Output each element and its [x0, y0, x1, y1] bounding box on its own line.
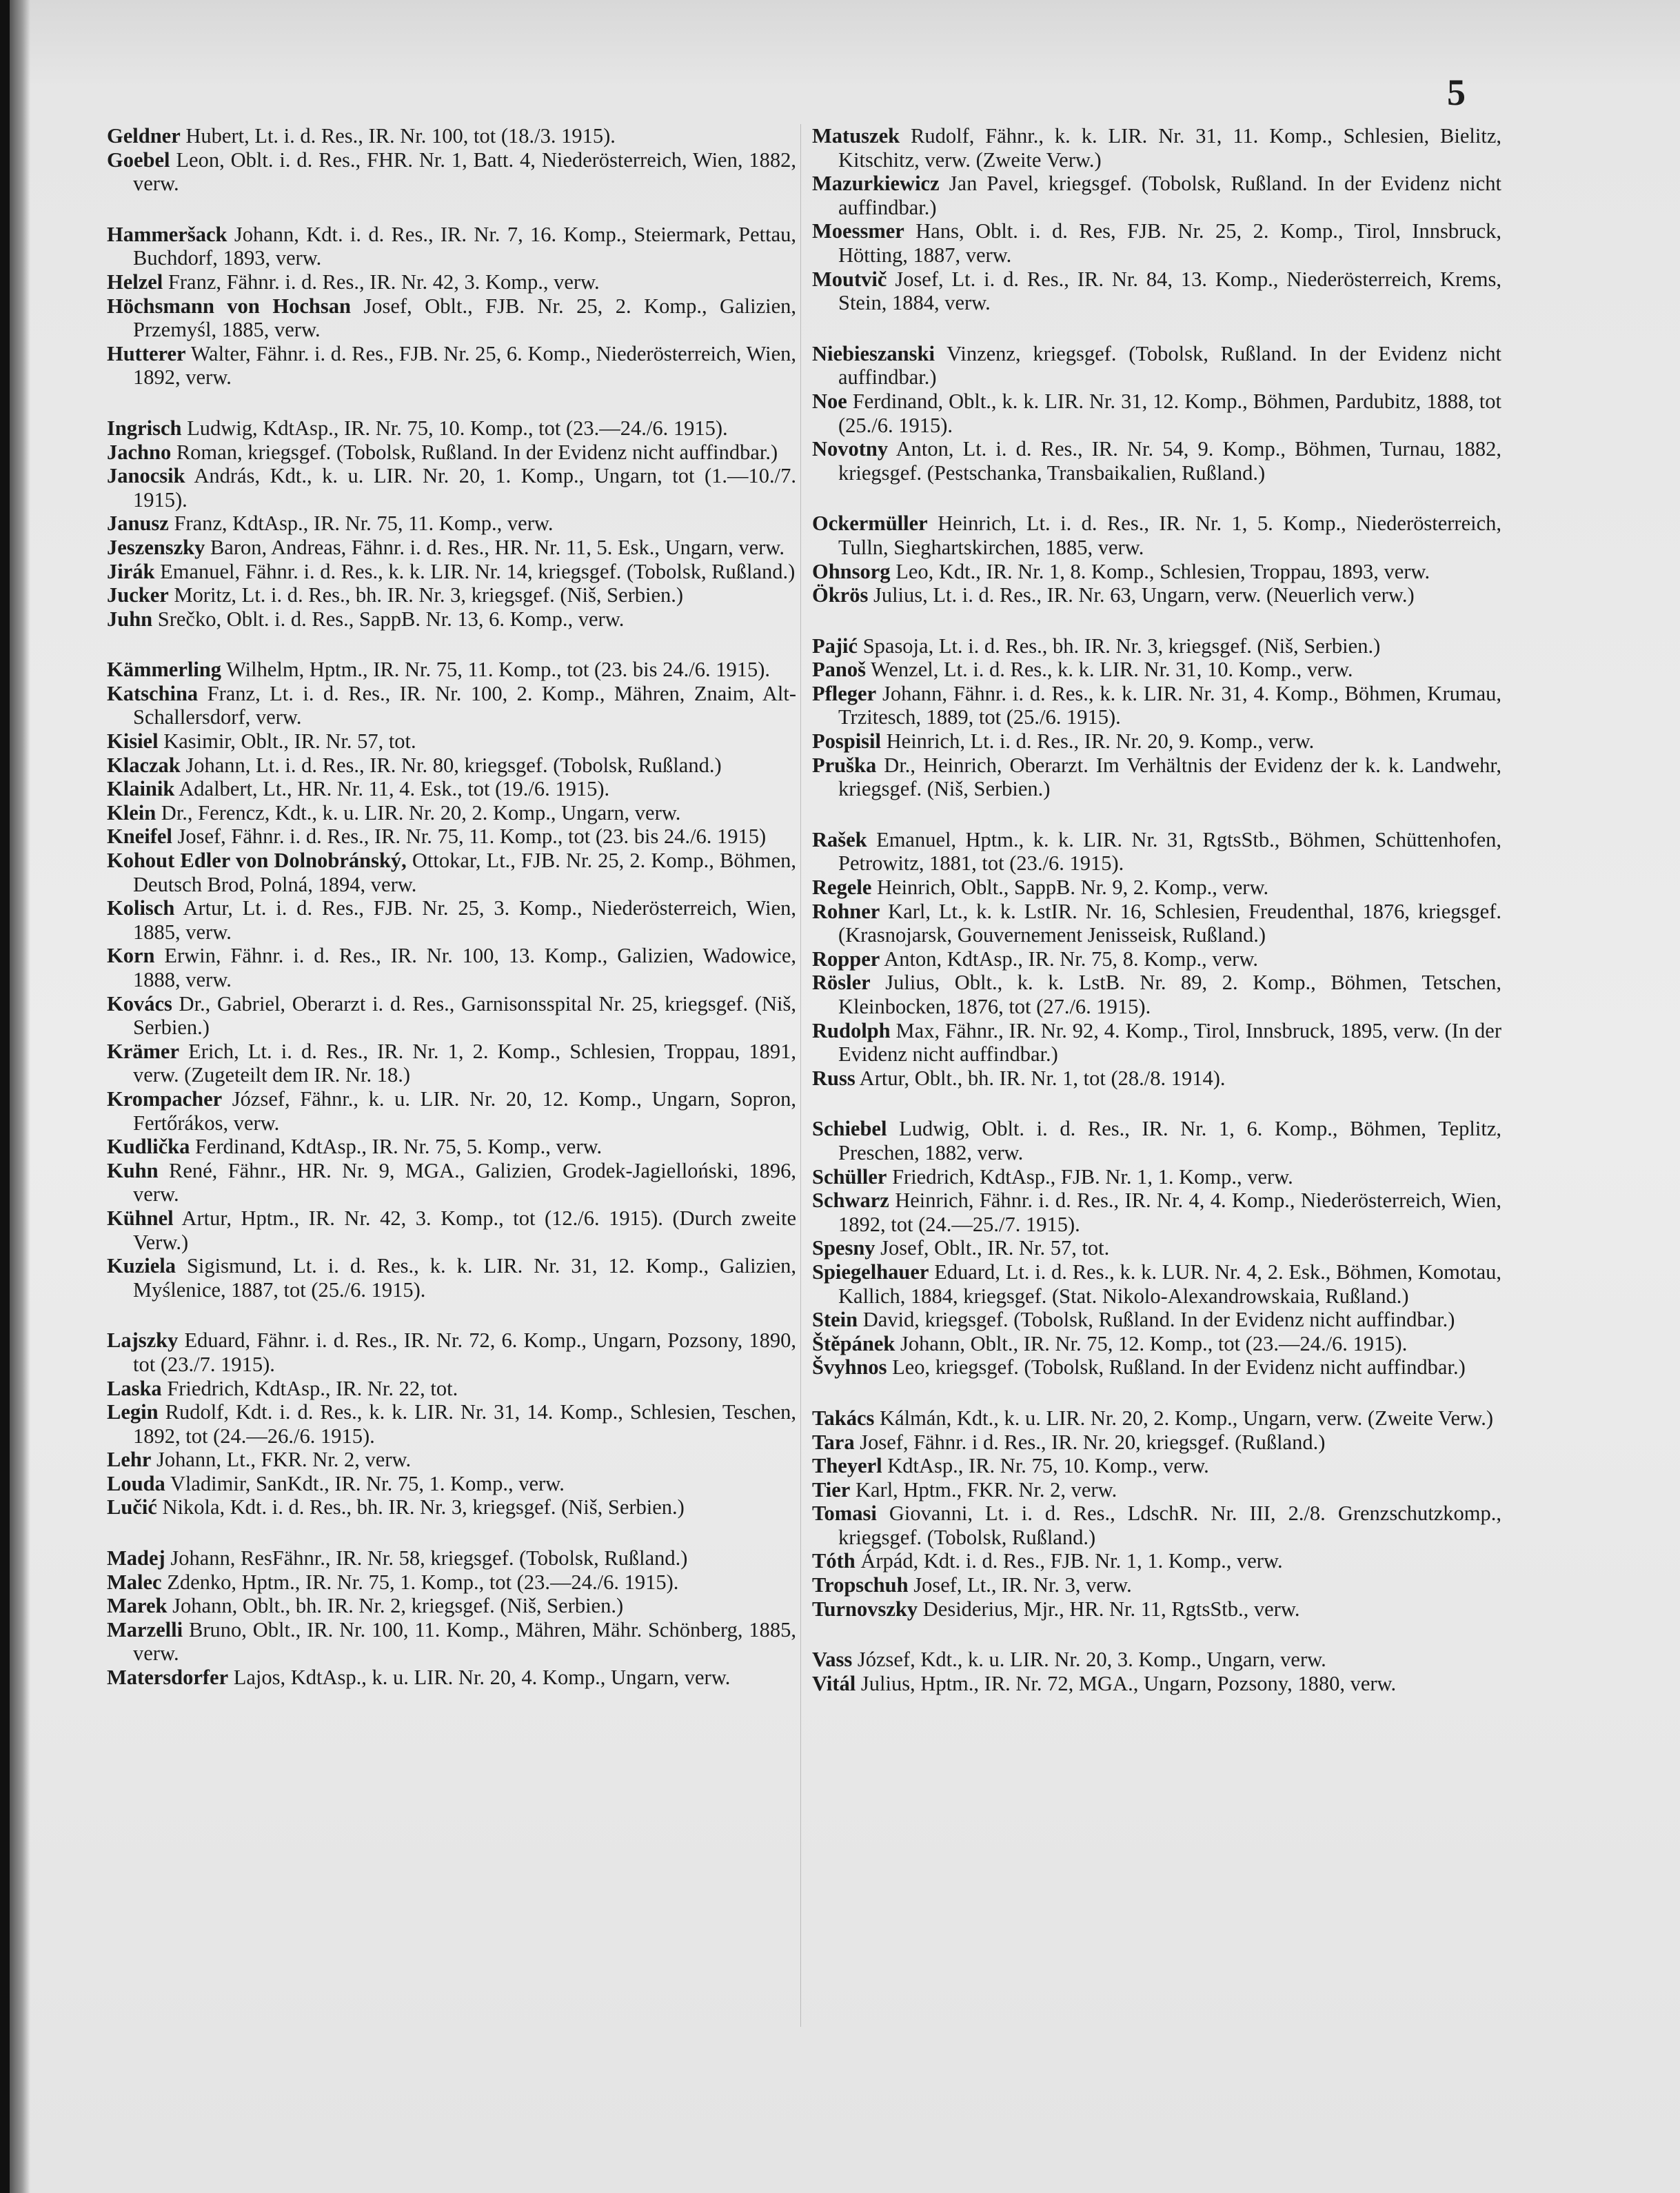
entry-details: Karl, Lt., k. k. LstIR. Nr. 16, Schlesien, Freudenthal, 1876, kriegsgef. (Krasnojarsk, Gouvernement Jenisseisk, Rußland.): [838, 899, 1501, 947]
surname: Schwarz: [812, 1189, 889, 1213]
surname: Goebel: [107, 148, 170, 172]
surname: Tier: [812, 1477, 851, 1502]
casualty-entry: [107, 148, 796, 196]
surname: Laska: [107, 1376, 162, 1400]
surname: Klainik: [107, 777, 175, 801]
surname: Lučić: [107, 1495, 157, 1519]
section-gap: [812, 1621, 1501, 1648]
column-divider: [800, 124, 801, 2027]
casualty-entry: [107, 124, 796, 148]
casualty-entry: [107, 270, 796, 294]
surname: Matersdorfer: [107, 1666, 229, 1690]
entry-details: Nikola, Kdt. i. d. Res., bh. IR. Nr. 3, kriegsgef. (Niš, Serbien.): [156, 1495, 685, 1519]
surname: Kudlička: [107, 1135, 190, 1159]
casualty-entry: [107, 754, 796, 778]
casualty-entry: [107, 536, 796, 560]
casualty-entry: [812, 267, 1501, 315]
casualty-entry: [107, 1546, 796, 1570]
left-column: [107, 124, 796, 1690]
surname: Moutvič: [812, 267, 887, 291]
entry-details: Emanuel, Fähnr. i. d. Res., k. k. LIR. Nr. 14, kriegsgef. (Tobolsk, Rußland.): [154, 559, 796, 583]
casualty-entry: [107, 1666, 796, 1690]
surname: Pajić: [812, 634, 858, 658]
surname: Helzel: [107, 270, 163, 294]
entry-details: Josef, Fähnr. i. d. Res., IR. Nr. 75, 11. Komp., tot (23. bis 24./6. 1915): [172, 825, 767, 849]
section-gap: [107, 1519, 796, 1546]
casualty-entry: [107, 825, 796, 849]
surname: Madej: [107, 1546, 165, 1570]
entry-details: Franz, Lt. i. d. Res., IR. Nr. 100, 2. Komp., Mähren, Znaim, Alt-Schallersdorf, verw.: [133, 681, 796, 729]
right-column: [812, 124, 1501, 1695]
casualty-entry: [107, 1328, 796, 1376]
entry-details: Franz, Fähnr. i. d. Res., IR. Nr. 42, 3. Komp., verw.: [163, 270, 600, 294]
entry-details: Max, Fähnr., IR. Nr. 92, 4. Komp., Tirol, Innsbruck, 1895, verw. (In der Evidenz nicht auffindbar.): [838, 1018, 1501, 1067]
entry-details: Dr., Heinrich, Oberarzt. Im Verhältnis der Evidenz der k. k. Landwehr, kriegsgef. (Niš, Serbien.): [838, 753, 1501, 801]
entry-details: Hans, Oblt. i. d. Res, FJB. Nr. 25, 2. Komp., Tirol, Innsbruck, Hötting, 1887, verw.: [838, 219, 1501, 267]
entry-details: Zdenko, Hptm., IR. Nr. 75, 1. Komp., tot (23.—24./6. 1915).: [161, 1570, 679, 1594]
casualty-entry: [107, 1495, 796, 1519]
entry-details: Julius, Hptm., IR. Nr. 72, MGA., Ungarn, Pozsony, 1880, verw.: [856, 1671, 1397, 1695]
entry-details: Josef, Lt. i. d. Res., IR. Nr. 84, 13. Komp., Niederösterreich, Krems, Stein, 1884, verw.: [838, 267, 1501, 315]
surname: Pfleger: [812, 681, 877, 705]
casualty-entry: [107, 729, 796, 754]
casualty-entry: [812, 1117, 1501, 1164]
surname: Kühnel: [107, 1206, 174, 1230]
casualty-entry: [107, 607, 796, 631]
entry-details: Ottokar, Lt., FJB. Nr. 25, 2. Komp., Böhmen, Deutsch Brod, Polná, 1894, verw.: [133, 849, 796, 896]
surname: Pospisil: [812, 729, 882, 754]
entry-details: Johann, Oblt., IR. Nr. 75, 12. Komp., tot (23.—24./6. 1915).: [895, 1331, 1408, 1355]
casualty-entry: [812, 1189, 1501, 1236]
casualty-entry: [812, 828, 1501, 876]
entry-details: Jan Pavel, kriegsgef. (Tobolsk, Rußland. In der Evidenz nicht auffindbar.): [838, 172, 1501, 219]
entry-details: Wilhelm, Hptm., IR. Nr. 75, 11. Komp., tot (23. bis 24./6. 1915).: [221, 658, 771, 682]
surname: Geldner: [107, 124, 181, 148]
entry-details: Kálmán, Kdt., k. u. LIR. Nr. 20, 2. Komp., Ungarn, verw. (Zweite Verw.): [874, 1406, 1494, 1430]
entry-details: Rudolf, Fähnr., k. k. LIR. Nr. 31, 11. Komp., Schlesien, Bielitz, Kitschitz, verw. (Zweite Verw.): [838, 124, 1501, 172]
section-gap: [812, 607, 1501, 634]
entry-details: Ludwig, KdtAsp., IR. Nr. 75, 10. Komp., tot (23.—24./6. 1915).: [181, 416, 728, 440]
casualty-entry: [812, 1165, 1501, 1189]
surname: Švyhnos: [812, 1355, 887, 1380]
entry-details: Dr., Ferencz, Kdt., k. u. LIR. Nr. 20, 2. Komp., Ungarn, verw.: [156, 800, 681, 825]
entry-details: Erich, Lt. i. d. Res., IR. Nr. 1, 2. Komp., Schlesien, Troppau, 1891, verw. (Zugeteilt dem IR. Nr. 18.): [133, 1039, 796, 1087]
casualty-entry: [107, 294, 796, 342]
casualty-entry: [107, 944, 796, 991]
entry-details: Josef, Oblt., IR. Nr. 57, tot.: [875, 1236, 1110, 1260]
surname: Pruška: [812, 753, 877, 777]
entry-details: Leo, kriegsgef. (Tobolsk, Rußland. In der Evidenz nicht auffindbar.): [887, 1355, 1466, 1380]
casualty-entry: [107, 560, 796, 584]
casualty-entry: [812, 1332, 1501, 1356]
entry-details: Dr., Gabriel, Oberarzt i. d. Res., Garnisonsspital Nr. 25, kriegsgef. (Niš, Serbien.): [133, 991, 796, 1040]
casualty-entry: [812, 1431, 1501, 1455]
entry-details: Giovanni, Lt. i. d. Res., LdschR. Nr. III, 2./8. Grenzschutzkomp., kriegsgef. (Tobolsk, Rußland.): [838, 1502, 1501, 1549]
entry-details: Johann, Lt., FKR. Nr. 2, verw.: [151, 1448, 412, 1472]
surname: Katschina: [107, 681, 199, 705]
casualty-entry: [107, 1159, 796, 1206]
casualty-entry: [107, 896, 796, 944]
page-number: 5: [1447, 72, 1466, 113]
entry-details: Johann, ResFähnr., IR. Nr. 58, kriegsgef. (Tobolsk, Rußland.): [165, 1546, 688, 1570]
surname: Moessmer: [812, 219, 904, 243]
entry-details: Vinzenz, kriegsgef. (Tobolsk, Rußland. In der Evidenz nicht auffindbar.): [838, 341, 1501, 390]
entry-details: Hubert, Lt. i. d. Res., IR. Nr. 100, tot (18./3. 1915).: [180, 124, 616, 148]
casualty-entry: [107, 441, 796, 465]
casualty-entry: [107, 1135, 796, 1159]
casualty-entry: [107, 416, 796, 441]
entry-details: Josef, Fähnr. i d. Res., IR. Nr. 20, kriegsgef. (Rußland.): [854, 1430, 1326, 1454]
casualty-entry: [107, 1377, 796, 1401]
casualty-entry: [107, 464, 796, 512]
casualty-entry: [812, 1236, 1501, 1260]
surname: Kämmerling: [107, 658, 222, 682]
surname: Jucker: [107, 583, 169, 607]
surname: Rösler: [812, 971, 871, 995]
surname: Höchsmann von Hochsan: [107, 294, 351, 318]
casualty-entry: [812, 172, 1501, 219]
surname: Turnovszky: [812, 1597, 918, 1621]
section-gap: [107, 631, 796, 658]
casualty-entry: [812, 754, 1501, 801]
casualty-entry: [107, 682, 796, 729]
casualty-entry: [107, 1472, 796, 1496]
casualty-entry: [107, 1618, 796, 1666]
surname: Krompacher: [107, 1087, 223, 1111]
surname: Tomasi: [812, 1502, 877, 1526]
casualty-entry: [812, 1597, 1501, 1621]
casualty-entry: [812, 583, 1501, 607]
casualty-entry: [812, 1019, 1501, 1067]
entry-details: Josef, Oblt., FJB. Nr. 25, 2. Komp., Galizien, Przemyśl, 1885, verw.: [133, 294, 796, 342]
entry-details: Ferdinand, Oblt., k. k. LIR. Nr. 31, 12. Komp., Böhmen, Pardubitz, 1888, tot (25./6. 1915).: [838, 389, 1501, 437]
casualty-entry: [107, 801, 796, 825]
entry-details: Johann, Oblt., bh. IR. Nr. 2, kriegsgef. (Niš, Serbien.): [167, 1594, 624, 1618]
surname: Russ: [812, 1066, 856, 1090]
entry-details: Ludwig, Oblt. i. d. Res., IR. Nr. 1, 6. Komp., Böhmen, Teplitz, Preschen, 1882, verw.: [838, 1117, 1501, 1164]
casualty-entry: [812, 971, 1501, 1018]
surname: Hammeršack: [107, 222, 227, 246]
entry-details: Friedrich, KdtAsp., FJB. Nr. 1, 1. Komp., verw.: [887, 1164, 1293, 1189]
entry-details: Franz, KdtAsp., IR. Nr. 75, 11. Komp., verw.: [168, 512, 554, 536]
surname: Schüller: [812, 1164, 887, 1189]
entry-details: Karl, Hptm., FKR. Nr. 2, verw.: [850, 1477, 1117, 1502]
entry-details: Heinrich, Fähnr. i. d. Res., IR. Nr. 4, 4. Komp., Niederösterreich, Wien, 1892, tot (24.—25./7. 1915).: [838, 1189, 1501, 1236]
casualty-entry: [107, 1570, 796, 1595]
casualty-entry: [107, 1400, 796, 1448]
casualty-entry: [812, 1067, 1501, 1091]
casualty-entry: [812, 219, 1501, 267]
scan-edge-shadow: [10, 0, 30, 2193]
entry-details: Johann, Fähnr. i. d. Res., k. k. LIR. Nr. 31, 4. Komp., Böhmen, Krumau, Trzitesch, 1889, tot (25./6. 1915).: [838, 681, 1501, 729]
surname: Kuhn: [107, 1158, 159, 1182]
entry-details: Roman, kriegsgef. (Tobolsk, Rußland. In der Evidenz nicht auffindbar.): [171, 440, 778, 464]
entry-details: Josef, Lt., IR. Nr. 3, verw.: [908, 1573, 1132, 1597]
entry-details: Leo, Kdt., IR. Nr. 1, 8. Komp., Schlesien, Troppau, 1893, verw.: [890, 559, 1430, 583]
casualty-entry: [812, 1502, 1501, 1549]
surname: Kneifel: [107, 825, 172, 849]
casualty-entry: [107, 583, 796, 607]
surname: Legin: [107, 1400, 159, 1424]
casualty-entry: [812, 560, 1501, 584]
surname: Jachno: [107, 440, 172, 464]
surname: Kisiel: [107, 729, 159, 754]
casualty-entry: [107, 849, 796, 896]
entry-details: Eduard, Lt. i. d. Res., k. k. LUR. Nr. 4, 2. Esk., Böhmen, Komotau, Kallich, 1884, kriegsgef. (Stat. Nikolo-Alexandrowskaia, Rußland.): [838, 1260, 1501, 1308]
entry-details: Baron, Andreas, Fähnr. i. d. Res., HR. Nr. 11, 5. Esk., Ungarn, verw.: [205, 535, 785, 559]
entry-details: Emanuel, Hptm., k. k. LIR. Nr. 31, RgtsStb., Böhmen, Schüttenhofen, Petrowitz, 1881, tot (23./6. 1915).: [838, 827, 1501, 876]
casualty-entry: [812, 634, 1501, 658]
surname: Niebieszanski: [812, 341, 935, 365]
surname: Ockermüller: [812, 512, 928, 536]
surname: Noe: [812, 389, 847, 413]
entry-details: Artur, Oblt., bh. IR. Nr. 1, tot (28./8. 1914).: [855, 1066, 1226, 1090]
surname: Theyerl: [812, 1454, 882, 1478]
casualty-entry: [107, 512, 796, 536]
casualty-entry: [812, 512, 1501, 559]
surname: Stein: [812, 1308, 858, 1332]
surname: Janocsik: [107, 464, 185, 488]
surname: Marek: [107, 1594, 168, 1618]
entry-details: Heinrich, Oblt., SappB. Nr. 9, 2. Komp., verw.: [871, 876, 1269, 900]
section-gap: [812, 485, 1501, 512]
surname: Janusz: [107, 512, 169, 536]
surname: Hutterer: [107, 341, 186, 365]
casualty-entry: [812, 1573, 1501, 1597]
entry-details: Rudolf, Kdt. i. d. Res., k. k. LIR. Nr. 31, 14. Komp., Schlesien, Teschen, 1892, tot (24.—26./6. 1915).: [133, 1400, 796, 1448]
casualty-entry: [812, 1549, 1501, 1573]
surname: Marzelli: [107, 1617, 183, 1641]
section-gap: [107, 196, 796, 223]
casualty-entry: [812, 682, 1501, 729]
entry-details: Artur, Lt. i. d. Res., FJB. Nr. 25, 3. Komp., Niederösterreich, Wien, 1885, verw.: [133, 896, 796, 944]
surname: Lehr: [107, 1448, 152, 1472]
surname: Kolisch: [107, 896, 175, 920]
entry-details: Bruno, Oblt., IR. Nr. 100, 11. Komp., Mähren, Mähr. Schönberg, 1885, verw.: [133, 1617, 796, 1666]
surname: Tóth: [812, 1549, 856, 1573]
casualty-entry: [812, 876, 1501, 900]
casualty-entry: [812, 729, 1501, 754]
surname: Malec: [107, 1570, 162, 1594]
entry-details: Johann, Kdt. i. d. Res., IR. Nr. 7, 16. Komp., Steiermark, Pettau, Buchdorf, 1893, verw.: [133, 222, 796, 270]
section-gap: [107, 1302, 796, 1328]
entry-details: Desiderius, Mjr., HR. Nr. 11, RgtsStb., verw.: [918, 1597, 1300, 1621]
casualty-entry: [107, 342, 796, 390]
surname: Novotny: [812, 437, 889, 461]
casualty-entry: [812, 124, 1501, 172]
surname: Klein: [107, 800, 156, 825]
section-gap: [107, 390, 796, 416]
casualty-entry: [107, 1254, 796, 1302]
surname: Štěpánek: [812, 1331, 895, 1355]
casualty-entry: [107, 1206, 796, 1254]
entry-details: Ferdinand, KdtAsp., IR. Nr. 75, 5. Komp., verw.: [190, 1135, 603, 1159]
surname: Rašek: [812, 827, 867, 851]
surname: Krämer: [107, 1039, 179, 1063]
surname: Korn: [107, 944, 155, 968]
section-gap: [812, 1090, 1501, 1117]
surname: Louda: [107, 1471, 165, 1495]
casualty-entry: [107, 1594, 796, 1618]
casualty-entry: [107, 777, 796, 801]
section-gap: [812, 801, 1501, 828]
surname: Klaczak: [107, 753, 181, 777]
entry-details: Julius, Oblt., k. k. LstB. Nr. 89, 2. Komp., Böhmen, Tetschen, Kleinbocken, 1876, tot (27./6. 1915).: [838, 971, 1501, 1018]
surname: Matuszek: [812, 124, 900, 148]
entry-details: Johann, Lt. i. d. Res., IR. Nr. 80, kriegsgef. (Tobolsk, Rußland.): [180, 753, 722, 777]
surname: Takács: [812, 1406, 875, 1430]
surname: Ingrisch: [107, 416, 182, 440]
entry-details: Walter, Fähnr. i. d. Res., FJB. Nr. 25, 6. Komp., Niederösterreich, Wien, 1892, verw.: [133, 341, 796, 390]
entry-details: Lajos, KdtAsp., k. u. LIR. Nr. 20, 4. Komp., Ungarn, verw.: [228, 1666, 731, 1690]
surname: Rohner: [812, 899, 880, 923]
entry-details: Vladimir, SanKdt., IR. Nr. 75, 1. Komp., verw.: [165, 1471, 565, 1495]
casualty-entry: [812, 1355, 1501, 1380]
entry-details: Adalbert, Lt., HR. Nr. 11, 4. Esk., tot (19./6. 1915).: [174, 777, 610, 801]
entry-details: Anton, KdtAsp., IR. Nr. 75, 8. Komp., verw.: [880, 947, 1258, 971]
entry-details: Kasimir, Oblt., IR. Nr. 57, tot.: [158, 729, 416, 754]
surname: Regele: [812, 876, 872, 900]
document-page: [10, 0, 1680, 2193]
casualty-entry: [812, 658, 1501, 682]
casualty-entry: [812, 1478, 1501, 1502]
surname: Ökrös: [812, 583, 869, 607]
surname: Rudolph: [812, 1018, 891, 1042]
casualty-entry: [107, 223, 796, 270]
casualty-entry: [812, 342, 1501, 390]
entry-details: KdtAsp., IR. Nr. 75, 10. Komp., verw.: [882, 1454, 1209, 1478]
surname: Ropper: [812, 947, 880, 971]
entry-details: Heinrich, Lt. i. d. Res., IR. Nr. 1, 5. Komp., Niederösterreich, Tulln, Sieghartskirchen, 1885, verw.: [838, 512, 1501, 559]
entry-details: Friedrich, KdtAsp., IR. Nr. 22, tot.: [161, 1376, 458, 1400]
entry-details: René, Fähnr., HR. Nr. 9, MGA., Galizien, Grodek-Jagielloński, 1896, verw.: [133, 1158, 796, 1206]
surname: Tara: [812, 1430, 855, 1454]
surname: Mazurkiewicz: [812, 172, 940, 196]
surname: Juhn: [107, 607, 153, 631]
surname: Vitál: [812, 1671, 856, 1695]
casualty-entry: [107, 1448, 796, 1472]
casualty-entry: [107, 658, 796, 682]
entry-details: Eduard, Fähnr. i. d. Res., IR. Nr. 72, 6. Komp., Ungarn, Pozsony, 1890, tot (23./7. 1915).: [133, 1328, 796, 1376]
casualty-entry: [107, 1087, 796, 1135]
entry-details: Erwin, Fähnr. i. d. Res., IR. Nr. 100, 13. Komp., Galizien, Wadowice, 1888, verw.: [133, 944, 796, 991]
casualty-entry: [107, 1040, 796, 1087]
casualty-entry: [812, 1648, 1501, 1672]
surname: Kuziela: [107, 1254, 176, 1278]
casualty-entry: [812, 437, 1501, 485]
casualty-entry: [812, 1454, 1501, 1478]
entry-details: Heinrich, Lt. i. d. Res., IR. Nr. 20, 9. Komp., verw.: [881, 729, 1315, 754]
casualty-entry: [812, 390, 1501, 437]
casualty-entry: [812, 900, 1501, 947]
entry-details: József, Fähnr., k. u. LIR. Nr. 20, 12. Komp., Ungarn, Sopron, Fertőrákos, verw.: [133, 1087, 796, 1135]
entry-details: Leon, Oblt. i. d. Res., FHR. Nr. 1, Batt. 4, Niederösterreich, Wien, 1882, verw.: [133, 148, 796, 196]
entry-details: Árpád, Kdt. i. d. Res., FJB. Nr. 1, 1. Komp., verw.: [855, 1549, 1283, 1573]
casualty-entry: [812, 1260, 1501, 1308]
surname: Kovács: [107, 991, 172, 1015]
surname: Vass: [812, 1648, 853, 1672]
casualty-entry: [812, 1406, 1501, 1431]
entry-details: Wenzel, Lt. i. d. Res., k. k. LIR. Nr. 31, 10. Komp., verw.: [865, 658, 1353, 682]
section-gap: [812, 315, 1501, 342]
surname: Schiebel: [812, 1117, 887, 1141]
surname: Spiegelhauer: [812, 1260, 929, 1284]
surname: Jeszenszky: [107, 535, 205, 559]
casualty-entry: [812, 1308, 1501, 1332]
surname: Spesny: [812, 1236, 876, 1260]
entry-details: Moritz, Lt. i. d. Res., bh. IR. Nr. 3, kriegsgef. (Niš, Serbien.): [168, 583, 684, 607]
entry-details: József, Kdt., k. u. LIR. Nr. 20, 3. Komp., Ungarn, verw.: [852, 1648, 1326, 1672]
entry-details: David, kriegsgef. (Tobolsk, Rußland. In der Evidenz nicht auffindbar.): [858, 1308, 1455, 1332]
entry-details: Srečko, Oblt. i. d. Res., SappB. Nr. 13, 6. Komp., verw.: [152, 607, 625, 631]
entry-details: Julius, Lt. i. d. Res., IR. Nr. 63, Ungarn, verw. (Neuerlich verw.): [868, 583, 1415, 607]
surname: Ohnsorg: [812, 559, 891, 583]
surname: Kohout Edler von Dolnobránský,: [107, 849, 407, 873]
surname: Tropschuh: [812, 1573, 909, 1597]
section-gap: [812, 1380, 1501, 1406]
casualty-entry: [812, 947, 1501, 971]
surname: Lajszky: [107, 1328, 179, 1353]
casualty-entry: [107, 992, 796, 1040]
surname: Jirák: [107, 559, 155, 583]
surname: Panoš: [812, 658, 866, 682]
entry-details: András, Kdt., k. u. LIR. Nr. 20, 1. Komp., Ungarn, tot (1.—10./7. 1915).: [133, 464, 796, 512]
casualty-entry: [812, 1672, 1501, 1696]
entry-details: Sigismund, Lt. i. d. Res., k. k. LIR. Nr. 31, 12. Komp., Galizien, Myślenice, 1887, tot (25./6. 1915).: [133, 1254, 796, 1302]
entry-details: Artur, Hptm., IR. Nr. 42, 3. Komp., tot (12./6. 1915). (Durch zweite Verw.): [133, 1206, 796, 1254]
entry-details: Spasoja, Lt. i. d. Res., bh. IR. Nr. 3, kriegsgef. (Niš, Serbien.): [858, 634, 1381, 658]
entry-details: Anton, Lt. i. d. Res., IR. Nr. 54, 9. Komp., Böhmen, Turnau, 1882, kriegsgef. (Pestschanka, Transbaikalien, Rußland.): [838, 437, 1501, 485]
